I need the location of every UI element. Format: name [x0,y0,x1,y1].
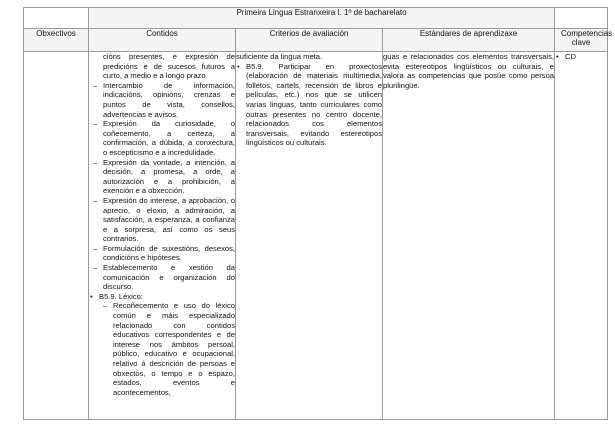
list-item: – Establecemento e xestión da comunicación e organización do discurso. [89,263,235,292]
curriculum-table [23,7,613,420]
content-row [24,52,608,420]
list-item: – Recoñecemento e uso do léxico común e máis especializado relacionado con contidos educativos correspondentes e de interese nos ámbitos persoal, público, educativo e ocupacional, relativo á descrición de persoas e obxectos, o tempo e o espazo, estados, eventos e acontecementos, [99,301,235,397]
estandares-cell [383,52,555,420]
estandares-lead: guas e relacionados cos elementos transversais, evita estereotipos lingüísticos ou culturais, e valora as competencias que posúe como persoa plurilingüe. [383,52,555,90]
column-header-row [24,29,608,52]
criterios-lead: suficiente da lingua meta. [236,52,323,61]
criterios-cell [236,52,383,420]
column-header-estandares: Estándares de aprendizaxe [383,29,555,52]
subject-header: Primeira Lingua Estranxeira I. 1º de bacharelato [89,8,555,29]
list-item: – Expresión da curiosidade, o coñecemento, a certeza, a confirmación, a dúbida, a conxectura, o escepticismo e a incredulidade. [89,119,235,157]
list-item: – Intercambio de información, indicacións, opinións, crenzas e puntos de vista, consellos, advertencias e avisos. [89,81,235,119]
contidos-lead: cións presentes, e expresión de predicións e de sucesos futuros a curto, a medio e a longo prazo. [103,52,235,81]
list-item: – Expresión da vontade, a intención, a decisión, a promesa, a orde, a autorización e a prohibición, a exención e a obxección. [89,158,235,196]
list-item: – Formulación de suxestións, desexos, condicións e hipóteses. [89,244,235,263]
list-item: – Expresión do interese, a aprobación, o aprecio, o eloxio, a admiración, a satisfacción, a esperanza, a confianza e a sorpresa, así como os seus contrarios. [89,196,235,244]
list-item [89,292,235,398]
column-header-criterios: Criterios de avaliación [236,29,383,52]
lexico-sub-list [99,301,235,397]
criterios-bullet-list [236,62,382,148]
list-item: • CD [555,52,607,62]
header-blank-cell [555,8,608,29]
contidos-cell [89,52,236,420]
column-header-competencias: Competencias clave [555,29,608,52]
subject-header-row [24,8,608,29]
competencias-bullet-list [555,52,607,62]
lexico-heading: B5.9. Léxico: [99,291,143,301]
list-item: • B5.9. Participar en proxectos (elaboración de materiais multimedia, folletos, cartels, recensión de libros e películas, etc.) nos que se utilicen varias linguas, tanto curriculares como outras presentes no centro docente, relacionados cos elementos transversais, evitando estereotipos lingüísticos ou culturais. [236,62,382,148]
column-header-contidos: Contidos [89,29,236,52]
contidos-bullet-list [89,292,235,398]
competencias-cell [555,52,608,420]
header-blank-cell [24,8,89,29]
column-header-obxectivos: Obxectivos [24,29,89,52]
contidos-dash-list [89,81,235,292]
obxectivos-cell [24,52,89,420]
